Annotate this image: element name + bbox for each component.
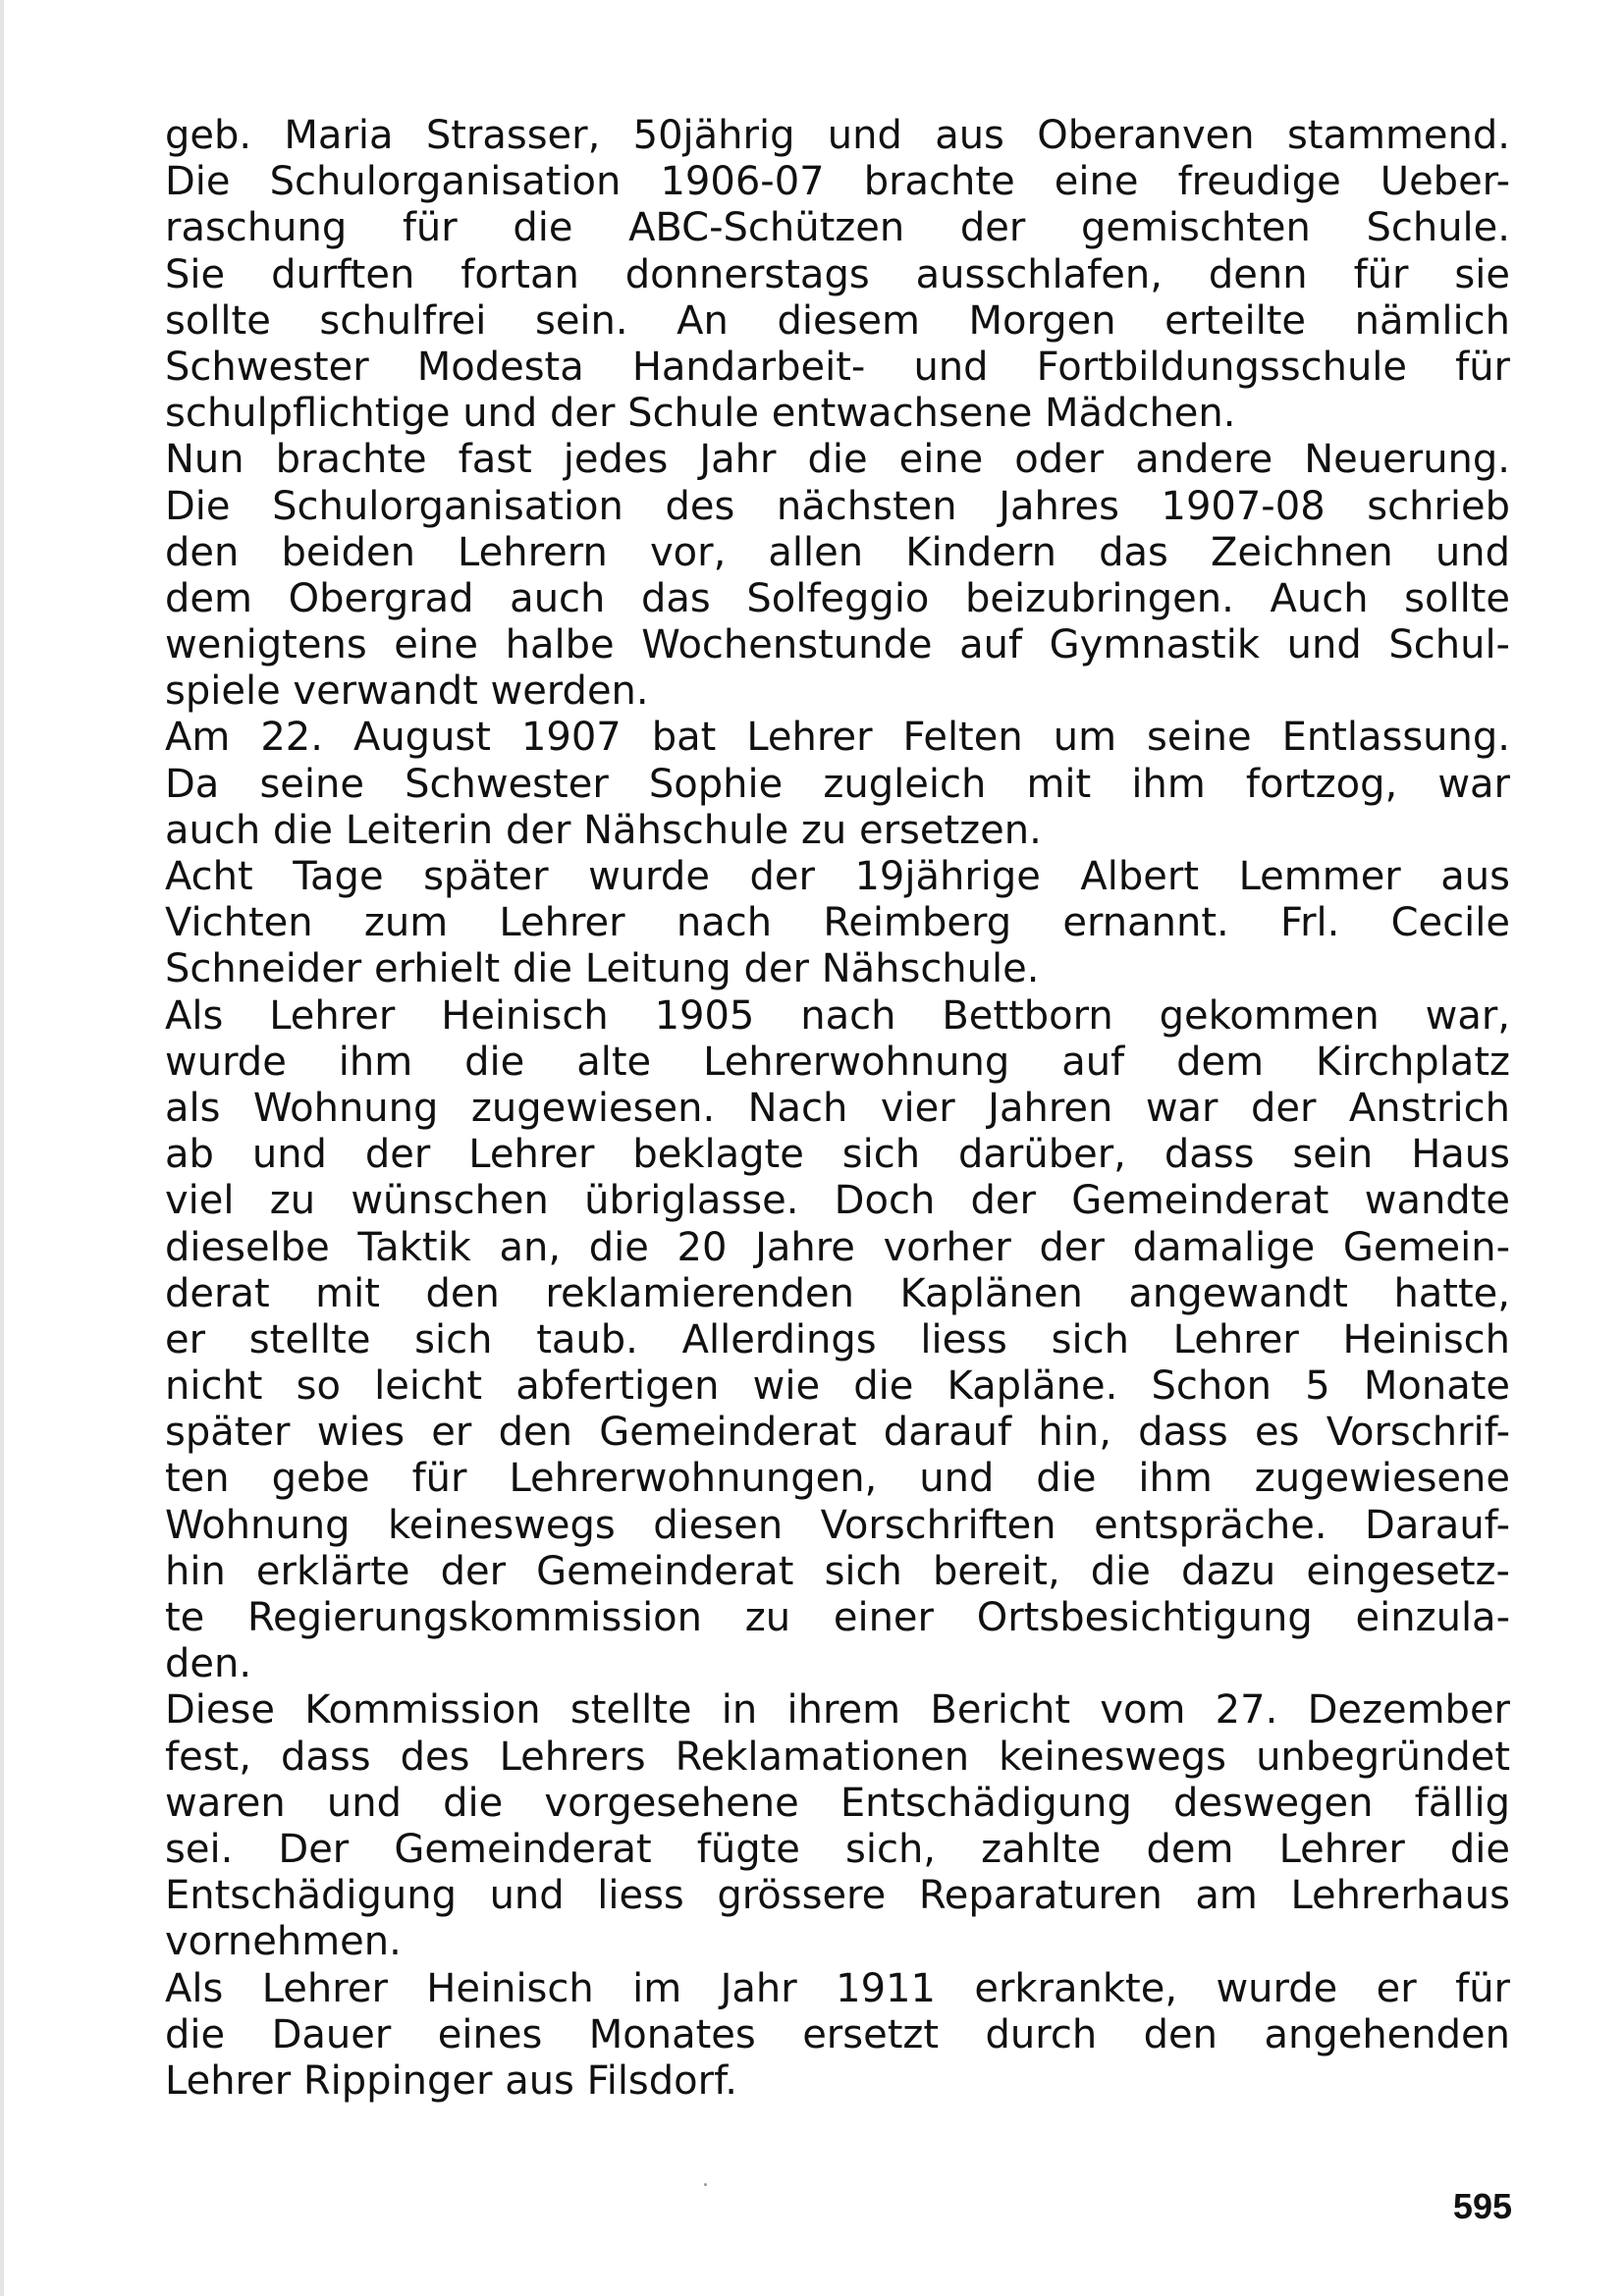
text-line: wenigtens eine halbe Wochenstunde auf Gymnastik und Schul- xyxy=(165,622,1510,668)
text-line: Sie durften fortan donnerstags ausschlafen, denn für sie xyxy=(165,251,1510,297)
text-line: als Wohnung zugewiesen. Nach vier Jahren war der Anstrich xyxy=(165,1085,1510,1131)
text-line: sollte schulfrei sein. An diesem Morgen erteilte nämlich xyxy=(165,297,1510,344)
text-line: raschung für die ABC-Schützen der gemischten Schule. xyxy=(165,205,1510,251)
text-line: nicht so leicht abfertigen wie die Kapläne. Schon 5 Monate xyxy=(165,1363,1510,1410)
page-number: 595 xyxy=(1452,2186,1512,2226)
text-line: Die Schulorganisation des nächsten Jahres 1907-08 schrieb xyxy=(165,483,1510,529)
text-line: dem Obergrad auch das Solfeggio beizubringen. Auch sollte xyxy=(165,575,1510,621)
text-line: den. xyxy=(165,1641,252,1687)
text-line: auch die Leiterin der Nähschule zu ersetzen. xyxy=(165,807,1042,853)
scan-edge xyxy=(0,0,4,2296)
text-line: hin erklärte der Gemeinderat sich bereit, die dazu eingesetz- xyxy=(165,1548,1510,1594)
text-line: den beiden Lehrern vor, allen Kindern das Zeichnen und xyxy=(165,529,1510,575)
text-line: vornehmen. xyxy=(165,1919,402,1965)
text-line: ten gebe für Lehrerwohnungen, und die ihm zugewiesene xyxy=(165,1456,1510,1502)
text-line: Lehrer Rippinger aus Filsdorf. xyxy=(165,2057,737,2104)
text-line: Vichten zum Lehrer nach Reimberg ernannt. Frl. Cecile xyxy=(165,900,1510,946)
text-line: Nun brachte fast jedes Jahr die eine oder andere Neuerung. xyxy=(165,437,1510,483)
text-line: fest, dass des Lehrers Reklamationen keineswegs unbegründet xyxy=(165,1734,1510,1780)
text-line: waren und die vorgesehene Entschädigung deswegen fällig xyxy=(165,1780,1510,1826)
text-line: Entschädigung und liess grössere Reparaturen am Lehrerhaus xyxy=(165,1873,1510,1919)
text-line: Diese Kommission stellte in ihrem Bericht vom 27. Dezember xyxy=(165,1687,1510,1734)
scan-speck xyxy=(704,2183,707,2186)
text-line: er stellte sich taub. Allerdings liess sich Lehrer Heinisch xyxy=(165,1316,1510,1362)
text-line: derat mit den reklamierenden Kaplänen angewandt hatte, xyxy=(165,1270,1510,1316)
text-line: Als Lehrer Heinisch 1905 nach Bettborn gekommen war, xyxy=(165,992,1510,1039)
text-line: viel zu wünschen übriglasse. Doch der Gemeinderat wandte xyxy=(165,1178,1510,1224)
text-line: sei. Der Gemeinderat fügte sich, zahlte dem Lehrer die xyxy=(165,1826,1510,1872)
text-line: Da seine Schwester Sophie zugleich mit ihm fortzog, war xyxy=(165,761,1510,807)
text-line: wurde ihm die alte Lehrerwohnung auf dem Kirchplatz xyxy=(165,1039,1510,1085)
text-line: Am 22. August 1907 bat Lehrer Felten um seine Entlassung. xyxy=(165,715,1510,761)
text-line: Wohnung keineswegs diesen Vorschriften entspräche. Darauf- xyxy=(165,1502,1510,1548)
text-line: Acht Tage später wurde der 19jährige Albert Lemmer aus xyxy=(165,854,1510,899)
text-line: te Regierungskommission zu einer Ortsbesichtigung einzula- xyxy=(165,1595,1510,1640)
text-line: spiele verwandt werden. xyxy=(165,668,649,715)
text-line: Schneider erhielt die Leitung der Nähschule. xyxy=(165,946,1040,992)
text-line: schulpflichtige und der Schule entwachsene Mädchen. xyxy=(165,391,1236,437)
text-line: später wies er den Gemeinderat darauf hin, dass es Vorschrif- xyxy=(165,1410,1510,1456)
body-text xyxy=(165,113,1510,2105)
text-line: Schwester Modesta Handarbeit- und Fortbildungsschule für xyxy=(165,344,1510,390)
text-line: ab und der Lehrer beklagte sich darüber, dass sein Haus xyxy=(165,1132,1510,1178)
text-line: Die Schulorganisation 1906-07 brachte eine freudige Ueber- xyxy=(165,159,1510,205)
text-line: geb. Maria Strasser, 50jährig und aus Oberanven stammend. xyxy=(165,113,1510,158)
text-line: dieselbe Taktik an, die 20 Jahre vorher der damalige Gemein- xyxy=(165,1224,1510,1270)
text-line: die Dauer eines Monates ersetzt durch den angehenden xyxy=(165,2011,1510,2057)
text-line: Als Lehrer Heinisch im Jahr 1911 erkrankte, wurde er für xyxy=(165,1965,1510,2011)
